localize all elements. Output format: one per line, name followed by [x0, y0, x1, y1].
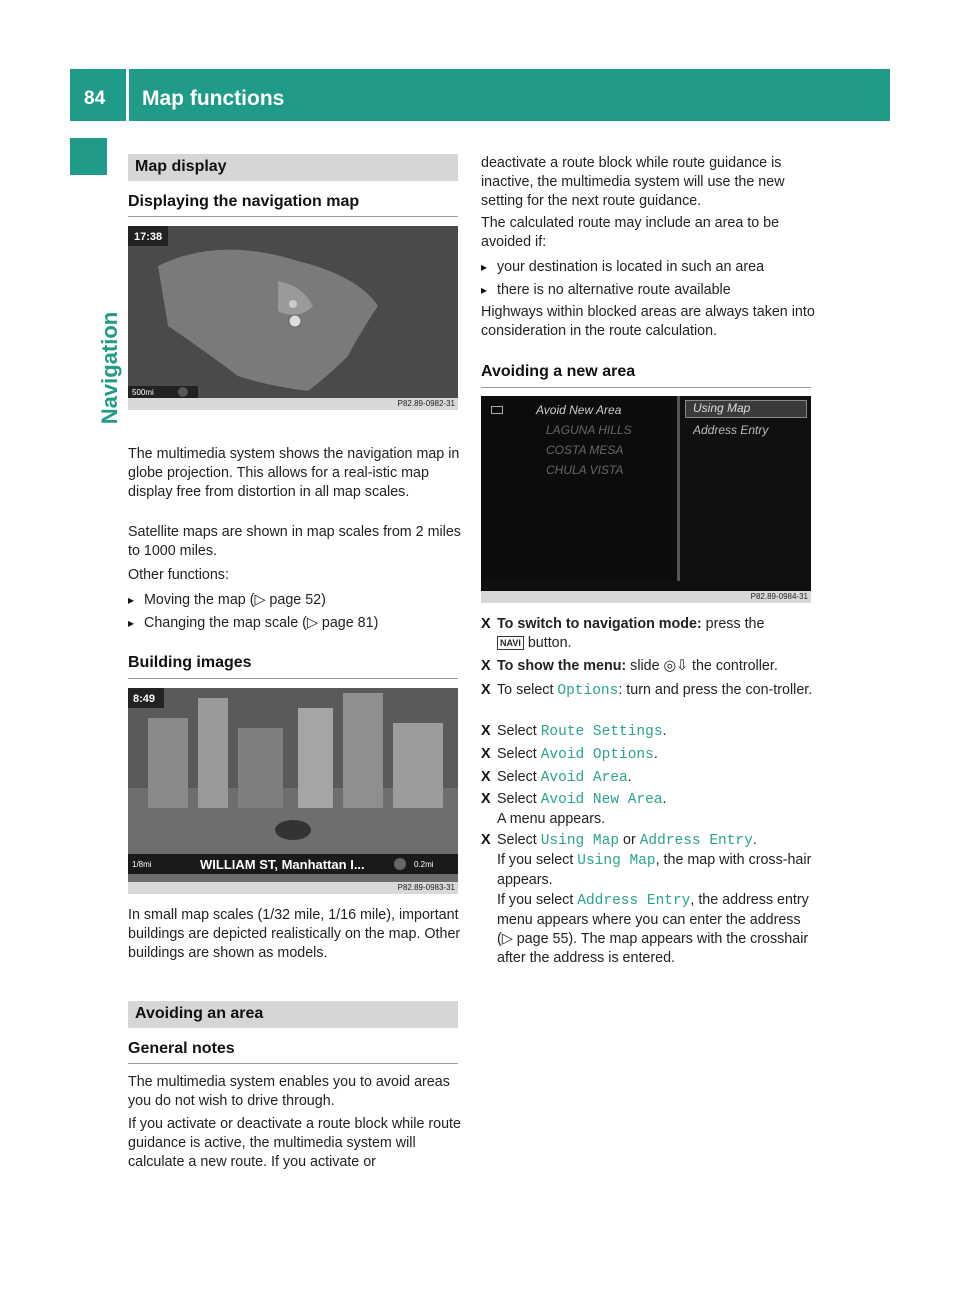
- position-marker-icon: [275, 820, 311, 840]
- instruction-step: X To select Options: turn and press the con-troller.: [481, 682, 813, 699]
- compass-icon: [178, 387, 188, 397]
- map-scale: 1/8mi: [132, 860, 152, 869]
- navi-key-icon: NAVI: [497, 636, 524, 650]
- heading-general-notes: General notes: [128, 1040, 235, 1057]
- instruction-step: X Select Using Map or Address Entry. If you select Using Map, the map with cross-hair appears.: [481, 832, 812, 888]
- avoid-menu-figure: [481, 396, 811, 603]
- bullet-item: ▸ Changing the map scale (▷ page 81): [128, 614, 464, 633]
- section-band-avoiding: Avoiding an area: [128, 1001, 458, 1028]
- instruction-step: X Select Avoid Area.: [481, 769, 632, 786]
- heading-rule: [481, 387, 811, 388]
- paragraph: Other functions:: [128, 567, 229, 583]
- heading-rule: [128, 1063, 458, 1064]
- side-tab-block: [70, 138, 107, 175]
- heading-avoiding-new-area: Avoiding a new area: [481, 363, 636, 380]
- paragraph: The multimedia system shows the navigation map in globe projection. This allows for a real-istic map display free from distortion in all map scales.: [128, 446, 460, 500]
- page-title: Map functions: [142, 87, 285, 110]
- paragraph: If you activate or deactivate a route block while route guidance is active, the multimedia system will calculate a new route. If you activate or: [128, 1116, 461, 1170]
- globe-map-image: [128, 226, 458, 398]
- distance-readout: 0.2mi: [414, 860, 434, 869]
- instruction-step: X Select Route Settings.: [481, 723, 667, 740]
- figure-caption: P82.89-0983-31: [397, 883, 455, 892]
- paragraph: In small map scales (1/32 mile, 1/16 mile), important buildings are depicted realistically on the map. Other buildings are shown as models.: [128, 907, 461, 961]
- bullet-item: ▸ Moving the map (▷ page 52): [128, 591, 464, 610]
- figure-caption: P82.89-0984-31: [750, 592, 808, 601]
- paragraph: The multimedia system enables you to avoid areas you do not wish to drive through.: [128, 1074, 450, 1109]
- instruction-step: X To show the menu: slide ◎⇩ the controller.: [481, 658, 778, 674]
- page-number: 84: [84, 88, 106, 109]
- street-name: WILLIAM ST, Manhattan I...: [200, 857, 365, 872]
- menu-item[interactable]: CHULA VISTA: [546, 463, 624, 477]
- building-map-image: [128, 688, 458, 882]
- instruction-step: X Select Avoid New Area. A menu appears.: [481, 791, 667, 827]
- heading-displaying-map: Displaying the navigation map: [128, 193, 360, 210]
- instruction-step: X To switch to navigation mode: press the NAVI button.: [481, 616, 765, 651]
- heading-rule: [128, 678, 458, 679]
- heading-building-images: Building images: [128, 654, 252, 671]
- paragraph: The calculated route may include an area to be avoided if:: [481, 215, 780, 250]
- map-time: 8:49: [133, 693, 156, 705]
- paragraph: Satellite maps are shown in map scales from 2 miles to 1000 miles.: [128, 524, 461, 559]
- paragraph: Highways within blocked areas are always taken into consideration in the route calculation.: [481, 304, 815, 339]
- instruction-step-detail: If you select Address Entry, the address entry menu appears where you can enter the address (▷ page 55). The map appears with the crosshair after the address is entered.: [497, 892, 809, 966]
- menu-item[interactable]: LAGUNA HILLS: [546, 423, 632, 437]
- option-address-entry[interactable]: Address Entry: [693, 423, 769, 437]
- bullet-item: ▸ there is no alternative route available: [481, 281, 817, 300]
- bullet-item: ▸ your destination is located in such an area: [481, 258, 817, 277]
- section-band-map-display: Map display: [128, 154, 458, 181]
- figure-caption: P82.89-0982-31: [397, 399, 455, 408]
- side-tab-label: Navigation: [97, 311, 122, 425]
- back-icon: [491, 406, 503, 414]
- menu-screen: [481, 396, 811, 591]
- map-scale: 500mi: [132, 388, 154, 397]
- header-divider: [126, 69, 129, 121]
- globe-map-figure: [128, 226, 458, 410]
- heading-rule: [128, 216, 458, 217]
- menu-item[interactable]: COSTA MESA: [546, 443, 624, 457]
- map-time: 17:38: [134, 231, 163, 243]
- paragraph: deactivate a route block while route guidance is inactive, the multimedia system will use the new setting for the next route guidance.: [481, 155, 785, 209]
- option-using-map[interactable]: Using Map: [693, 401, 751, 415]
- position-marker-icon: [289, 300, 297, 308]
- compass-icon: [394, 858, 406, 870]
- menu-title: Avoid New Area: [536, 403, 622, 417]
- building-map-figure: [128, 688, 458, 894]
- instruction-step: X Select Avoid Options.: [481, 746, 658, 763]
